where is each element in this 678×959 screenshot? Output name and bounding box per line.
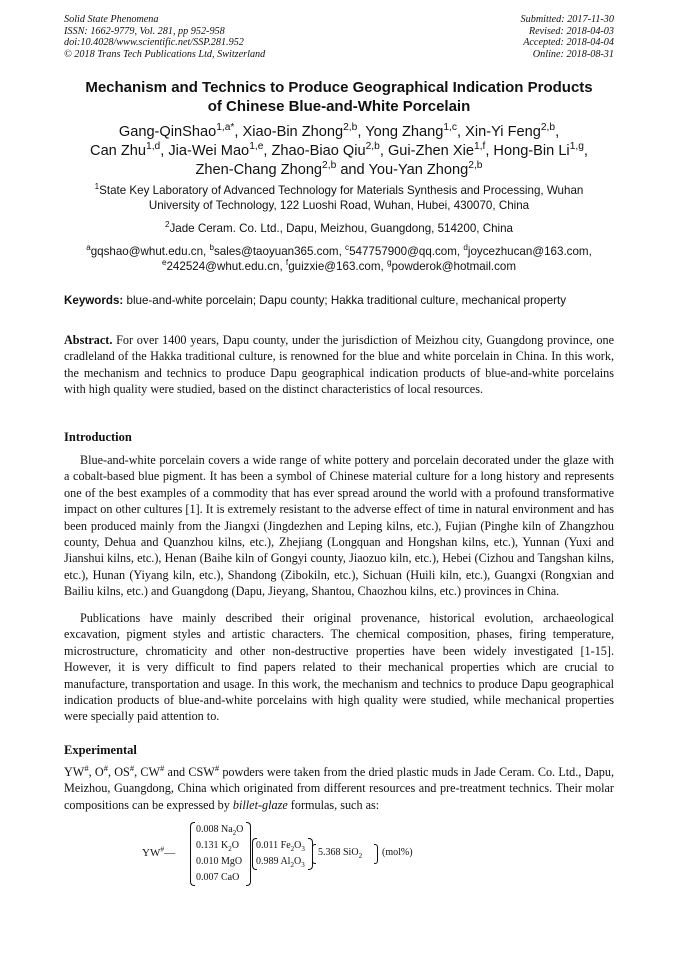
intermediate-oxides-column (256, 838, 305, 870)
author-affil-mark: 2,b (365, 141, 380, 153)
formula-lhs: YW#— (142, 844, 176, 859)
formula-unit: (mol%) (382, 847, 413, 858)
journal-name: Solid State Phenomena (64, 14, 159, 25)
author-sep: , (555, 124, 560, 140)
silica-term: 5.368 SiO$_2$ (318, 847, 363, 860)
experimental-heading: Experimental (64, 743, 137, 757)
abstract-text: For over 1400 years, Dapu county, under the jurisdiction of Meizhou city, Guangdong province, one cradleland of the Hakka traditional culture, is renowned for the blue and white porcelain in China. In this work, the mechanism and technics to produce Dapu geographical indication products of blue-and-white porcelains with high quality were studied, based on the distinct characteristics of local resources. (64, 333, 614, 397)
oxide-entry: 0.011 $Fe_2O_3$ (256, 840, 305, 853)
author-name: Can Zhu (90, 143, 147, 159)
powder-name: CSW (188, 765, 215, 779)
email-list (40, 244, 638, 274)
email-link[interactable]: joycezhucan@163.com (467, 245, 589, 258)
author-affil-mark: 1,d (146, 141, 161, 153)
email-mark: g (386, 258, 392, 268)
author-affil-mark: 1,a* (216, 122, 235, 134)
journal-doi: doi:10.4028/www.scientific.net/SSP.281.952 (64, 37, 244, 49)
introduction-paragraph-1: Blue-and-white porcelain covers a wide range of white pottery and porcelain decorated under the glaze with a cobalt-based blue pigment. It has been a symbol of Chinese material culture for a long history and represents one of the best examples of a commodity that has ever spread around the world with a profound transformative impact on other cultures [1]. It is extremely resistant to the adverse effect of time in natural environment and has been produced mainly from the Jiangxi (Jingdezhen and Leping kilns, etc.), Fujian (Pinghe kiln of Zhangzhou county, Dehua and Quanzhou kilns, etc.), Zhejiang (Longquan and Hongshan kilns, etc.), Yunnan (Yuxi and Jianshui kilns, etc.), Henan (Baihe kiln of Gongyi county, Jiaozuo kiln, etc.), Hebei (Cizhou and Tangshan kilns, etc.), Hunan (Yiyang kiln, etc.), Shandong (Zibokiln, etc.), Sichuan (Huili kiln, etc.), Guangxi (Rongxian and Bailiu kilns, etc.) and Guangdong (Dapu, Jieyang, Shantou, Chaozhou kilns, etc.) provinces in China. (64, 453, 614, 599)
experimental-text-end: formulas, such as: (290, 797, 380, 812)
author-sep: , (357, 124, 366, 140)
online-date: Online: 2018-08-31 (532, 48, 614, 60)
email-link[interactable]: 242524@whut.edu.cn (166, 260, 280, 273)
email-mark: f (285, 258, 289, 268)
keywords (64, 293, 616, 308)
author-name: Zhen-Chang Zhong (195, 162, 323, 178)
affiliation-1-line-1: State Key Laboratory of Advanced Technology for Materials Synthesis and Processing, Wuhan (99, 184, 584, 197)
author-affil-mark: 2,b (322, 160, 337, 172)
author-affil-mark: 2,b (540, 122, 556, 134)
journal-header-left (64, 14, 265, 60)
email-mark: c (345, 243, 350, 253)
introduction-heading: Introduction (64, 430, 132, 444)
powder-mark: # (214, 762, 220, 773)
email-line-1 (40, 244, 638, 259)
author-name: Gui-Zhen Xie (387, 143, 474, 159)
journal-header-right (521, 14, 614, 60)
author-affil-mark: 1,g (569, 141, 584, 153)
author-name: Gang-QinShao (118, 124, 217, 140)
oxide-entry: 0.010 MgO (196, 856, 243, 867)
author-name: Hong-Bin Li (493, 143, 570, 159)
author-list (40, 123, 638, 180)
author-name: Yong Zhang (365, 124, 444, 140)
author-sep: , (263, 143, 272, 159)
oxide-entry: 0.007 CaO (196, 872, 240, 883)
powder-name: YW (64, 765, 85, 779)
email-link[interactable]: powderok@hotmail.com (391, 260, 517, 273)
revised-date: Revised: 2018-04-03 (528, 25, 614, 37)
right-brace (374, 844, 378, 864)
author-sep: , (485, 143, 494, 159)
submitted-date: Submitted: 2017-11-30 (520, 14, 614, 25)
powder-name: O (94, 765, 104, 779)
oxide-entry: 0.989 $Al_2O_3$ (256, 856, 305, 869)
author-name: Jia-Wei Mao (168, 143, 250, 159)
keywords-label: Keywords: (64, 294, 124, 307)
affiliation-2 (40, 222, 638, 237)
author-line-3 (40, 161, 638, 180)
author-sep: , (379, 143, 388, 159)
email-link[interactable]: 547757900@qq.com (349, 245, 457, 258)
abstract-label: Abstract. (64, 333, 113, 347)
oxide-entry: 0.131 $K_2O$ (196, 840, 239, 853)
left-brace (190, 822, 195, 886)
journal-copyright: © 2018 Trans Tech Publications Ltd, Switzerland (64, 48, 266, 60)
author-affil-mark: 2,b (468, 160, 483, 172)
affiliation-mark: 2 (164, 220, 170, 230)
billet-glaze-formula (142, 820, 422, 886)
experimental-text: powders were taken from the dried plastic muds in Jade Ceram. Co. Ltd., Dapu, Meizhou, Guangdong, China which originated from different resources and pre-treatment technics. Their molar compositions can be expressed by (64, 765, 615, 812)
author-affil-mark: 2,b (343, 122, 358, 134)
powder-name: CW (140, 765, 161, 779)
author-affil-mark: 1,e (249, 141, 264, 153)
author-sep: and (336, 162, 369, 178)
title-line-1: Mechanism and Technics to Produce Geographical Indication Products (85, 79, 593, 96)
affiliation-1-line-2: University of Technology, 122 Luoshi Road, Wuhan, Hubei, 430070, China (148, 198, 530, 212)
affiliation-2-text: Jade Ceram. Co. Ltd., Dapu, Meizhou, Guangdong, 514200, China (169, 222, 514, 235)
author-affil-mark: 1,c (443, 122, 458, 134)
email-line-2 (40, 259, 638, 274)
email-mark: b (209, 243, 214, 253)
email-link[interactable]: sales@taoyuan365.com (214, 245, 339, 258)
author-sep: , (234, 124, 243, 140)
email-link[interactable]: gqshao@whut.edu.cn (90, 245, 204, 258)
left-brace (312, 844, 316, 864)
paper-title (40, 78, 638, 116)
title-line-2: of Chinese Blue-and-White Porcelain (207, 98, 471, 115)
affiliation-1 (40, 184, 638, 213)
powder-mark: # (84, 762, 89, 773)
author-name: Zhao-Biao Qiu (271, 143, 366, 159)
keywords-text: blue-and-white porcelain; Dapu county; Hakka traditional culture, mechanical property (126, 294, 567, 307)
author-sep: , (457, 124, 466, 140)
email-sep: , (380, 260, 387, 273)
author-name: You-Yan Zhong (368, 162, 469, 178)
flux-oxides-column (196, 822, 243, 886)
author-sep: , (583, 143, 588, 159)
powder-mark: # (129, 762, 135, 773)
email-mark: d (463, 243, 468, 253)
italic-term: billet-glaze (232, 797, 288, 812)
powder-name: OS (114, 765, 130, 779)
powder-mark: # (103, 762, 108, 773)
oxide-entry: 0.008 $Na_2O$ (196, 824, 244, 837)
email-link[interactable]: guizxie@163.com (288, 260, 381, 273)
author-affil-mark: 1,f (473, 141, 486, 153)
email-sep: , (279, 260, 286, 273)
affiliation-mark: 1 (94, 182, 100, 192)
right-brace (246, 822, 251, 886)
email-sep: , (338, 245, 346, 258)
author-sep: , (160, 143, 169, 159)
experimental-paragraph: YW#, O#, OS#, CW# and CSW# powders were taken from the dried plastic muds in Jade Ceram. Co. Ltd., Dapu, Meizhou, Guangdong, China which originated from different resources and pre-treatment technics. Their molar compositions can be expressed by billet-glaze formulas, such as: (64, 762, 615, 812)
author-name: Xiao-Bin Zhong (242, 124, 344, 140)
introduction-paragraph-2: Publications have mainly described their original provenance, historical evolution, archaeological excavation, pigment styles and artistic characters. The chemical composition, phases, firing temperature, microstructure, chromaticity and other non-destructive properties have been widely investigated [1-15]. However, it is very difficult to find papers related to their mechanical properties which are crucial to manufacture, transportation and usage. In this work, the mechanism and technics to produce Dapu geographical indication products of blue-and-white porcelains with high quality were studied, while mechanical properties were specially paid attention to. (64, 611, 614, 724)
author-name: Xin-Yi Feng (465, 124, 541, 140)
email-mark: e (161, 258, 167, 268)
accepted-date: Accepted: 2018-04-04 (523, 37, 614, 49)
email-sep: , (203, 245, 210, 258)
email-sep: , (456, 245, 464, 258)
email-sep: , (588, 245, 592, 258)
email-mark: a (86, 243, 91, 253)
powder-mark: # (160, 762, 165, 773)
author-line-2 (40, 142, 638, 161)
journal-issn: ISSN: 1662-9779, Vol. 281, pp 952-958 (64, 25, 225, 37)
author-line-1 (40, 123, 638, 142)
abstract (64, 332, 614, 398)
